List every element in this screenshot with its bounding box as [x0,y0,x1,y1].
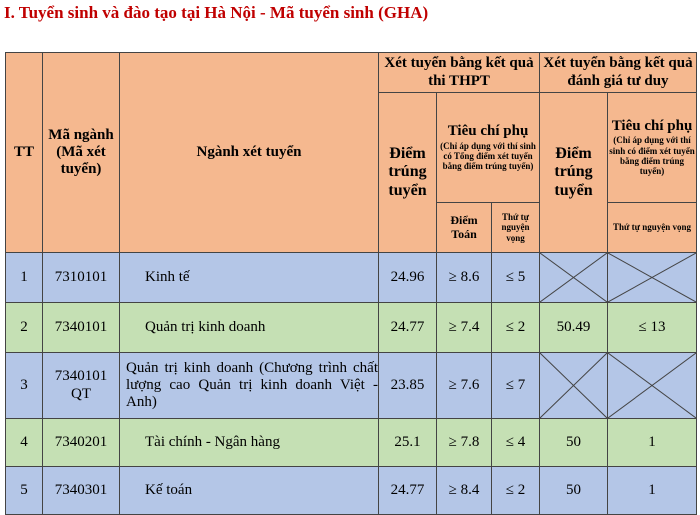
cell-dgtd-diem-empty [540,253,608,303]
header-tieu-chi-phu-dgtd [608,93,697,203]
cell-dgtd-nv-empty [608,253,697,303]
cell-dgtd-nv-empty [608,353,697,419]
header-thu-tu-nv-dgtd: Thứ tự nguyện vọng [608,203,697,253]
cell-ma: 7340201 [43,419,120,467]
cell-ma: 7340301 [43,467,120,515]
cell-nv: ≤ 2 [492,303,540,353]
cell-diem: 24.77 [379,303,437,353]
cell-nganh: Kinh tế [120,253,379,303]
cross-mark-icon [540,253,607,302]
cell-ma: 7310101 [43,253,120,303]
cell-nganh: Quản trị kinh doanh (Chương trình chất lượng cao Quản trị kinh doanh Việt - Anh) [120,353,379,419]
cell-dgtd-diem-empty [540,353,608,419]
table-row [6,303,697,353]
header-nganh: Ngành xét tuyển [120,53,379,253]
cell-toan: ≥ 7.4 [437,303,492,353]
cell-toan: ≥ 7.8 [437,419,492,467]
header-group-thpt: Xét tuyển bằng kết quả thi THPT [379,53,540,93]
cell-nv: ≤ 5 [492,253,540,303]
table-row [6,467,697,515]
cell-dgtd-diem: 50 [540,419,608,467]
header-tt: TT [6,53,43,253]
header-diem-trung-tuyen-thpt: Điểm trúng tuyển [379,93,437,253]
cell-dgtd-nv: 1 [608,467,697,515]
cell-tt: 4 [6,419,43,467]
tieu-chi-phu-thpt-title: Tiêu chí phụ [447,123,529,140]
cell-dgtd-nv: ≤ 13 [608,303,697,353]
table-row [6,253,697,303]
section-heading: I. Tuyển sinh và đào tạo tại Hà Nội - Mã tuyển sinh (GHA) [4,3,429,22]
cell-nv: ≤ 7 [492,353,540,419]
header-tieu-chi-phu-thpt [437,93,540,203]
table-row [6,353,697,419]
cell-diem: 23.85 [379,353,437,419]
header-diem-trung-tuyen-dgtd: Điểm trúng tuyển [540,93,608,253]
cross-mark-icon [540,353,607,418]
cross-mark-icon [608,353,696,418]
tieu-chi-phu-dgtd-title: Tiêu chí phụ [611,118,693,135]
cell-tt: 2 [6,303,43,353]
tieu-chi-phu-thpt-note: (Chỉ áp dụng với thí sinh có Tổng điểm xét tuyển bằng điểm trúng tuyển) [440,140,536,172]
cell-toan: ≥ 8.4 [437,467,492,515]
cell-nganh: Kế toán [120,467,379,515]
cell-diem: 24.77 [379,467,437,515]
cell-diem: 24.96 [379,253,437,303]
cell-toan: ≥ 8.6 [437,253,492,303]
header-group-dgtd: Xét tuyển bằng kết quả đánh giá tư duy [540,53,697,93]
cell-tt: 1 [6,253,43,303]
cell-tt: 5 [6,467,43,515]
header-thu-tu-nv-thpt: Thứ tự nguyện vọng [492,203,540,253]
table-row [6,419,697,467]
cell-nv: ≤ 2 [492,467,540,515]
admission-table [5,52,697,515]
cell-nganh: Tài chính - Ngân hàng [120,419,379,467]
cell-diem: 25.1 [379,419,437,467]
cell-dgtd-diem: 50 [540,467,608,515]
cell-nganh: Quản trị kinh doanh [120,303,379,353]
cell-tt: 3 [6,353,43,419]
cell-ma: 7340101 [43,303,120,353]
cell-ma: 7340101 QT [43,353,120,419]
cell-dgtd-nv: 1 [608,419,697,467]
cell-nv: ≤ 4 [492,419,540,467]
tieu-chi-phu-dgtd-note: (Chỉ áp dụng với thí sinh có điểm xét tuyển bằng điểm trúng tuyển) [609,135,695,177]
cell-toan: ≥ 7.6 [437,353,492,419]
header-diem-toan: Điểm Toán [437,203,492,253]
cross-mark-icon [608,253,696,302]
cell-dgtd-diem: 50.49 [540,303,608,353]
header-ma-nganh: Mã ngành (Mã xét tuyển) [43,53,120,253]
